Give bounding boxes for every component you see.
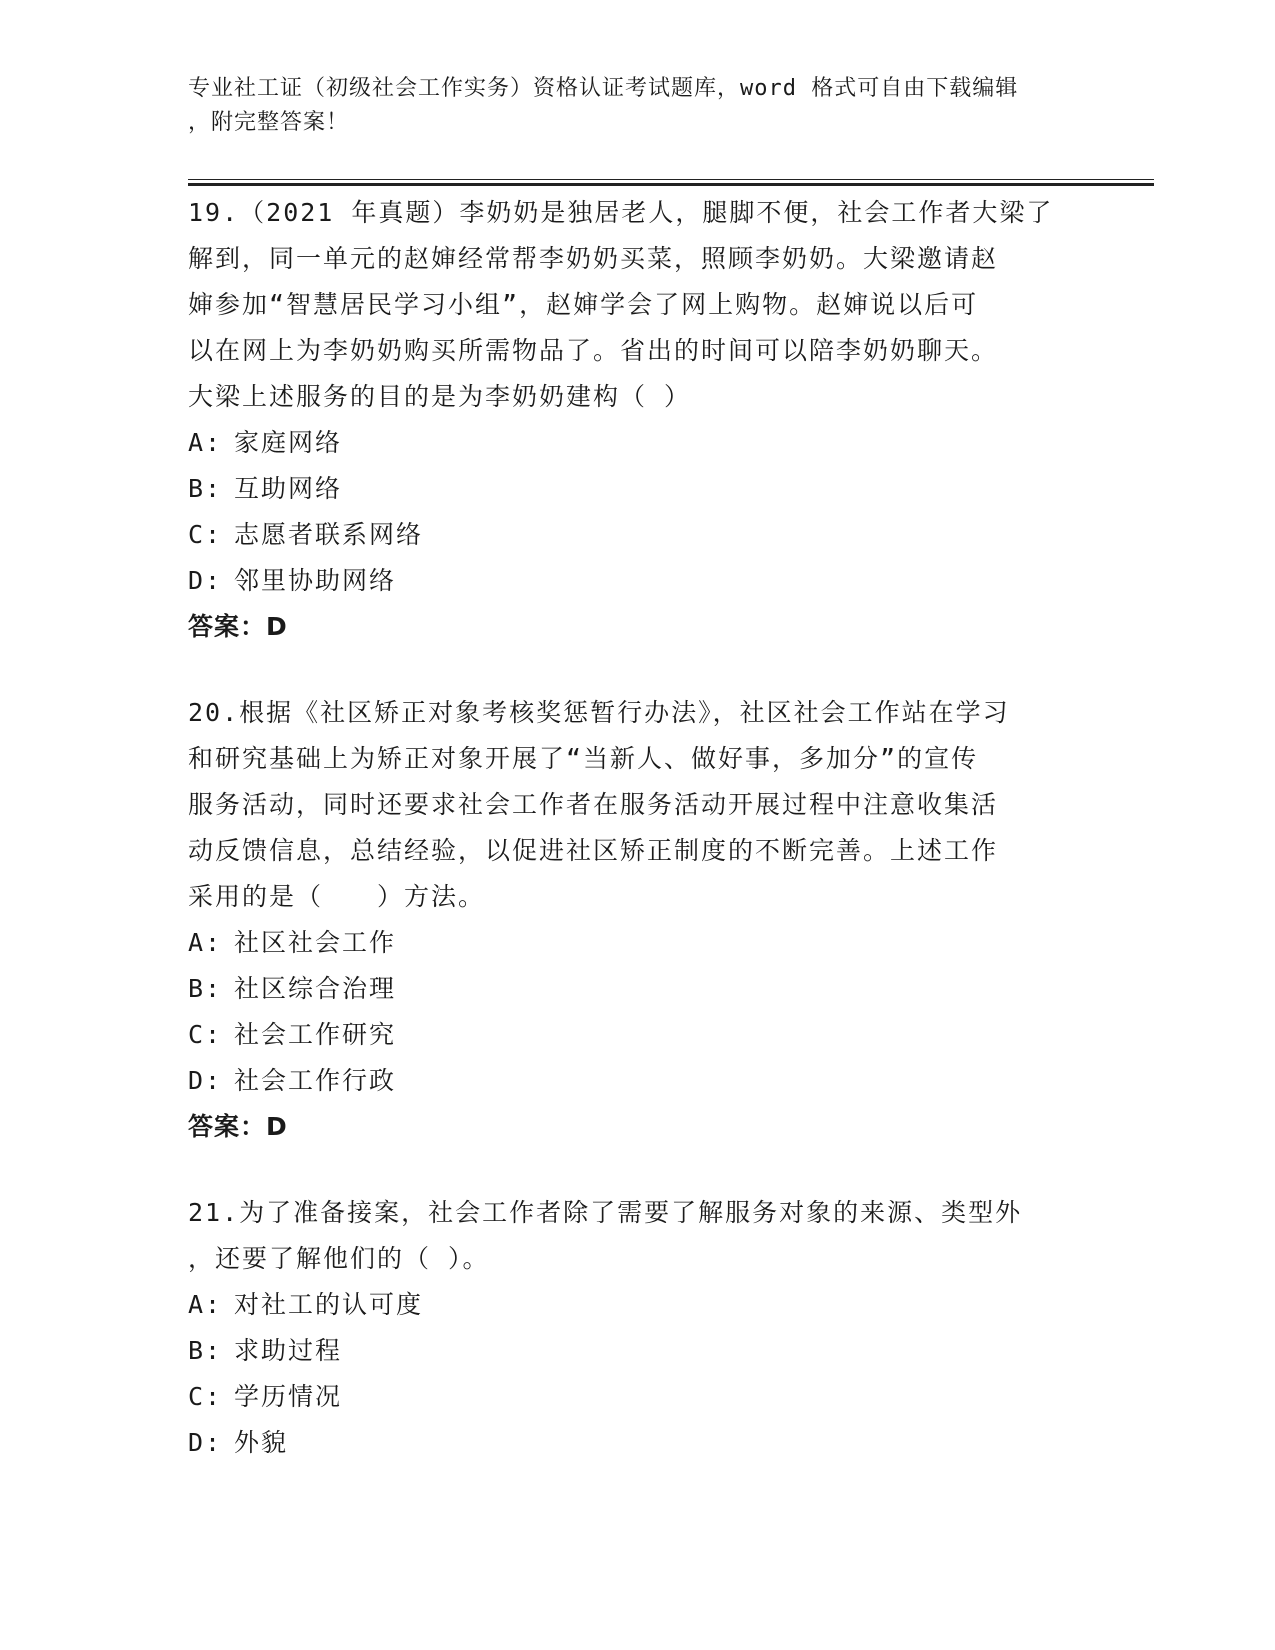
header-divider-thin <box>188 179 1154 180</box>
option-b <box>188 1328 1088 1374</box>
option-key: B: <box>188 474 223 503</box>
option-c <box>188 1374 1088 1420</box>
question-stem-line: 服务活动，同时还要求社会工作者在服务活动开展过程中注意收集活 <box>188 790 999 819</box>
option-key: C: <box>188 1382 223 1411</box>
question-stem-line: 解到，同一单元的赵婶经常帮李奶奶买菜，照顾李奶奶。大梁邀请赵 <box>188 244 999 273</box>
question-stem-line: ，还要了解他们的（ ）。 <box>188 1244 490 1273</box>
option-d <box>188 558 1088 604</box>
header-line: ，附完整答案！ <box>188 110 350 135</box>
option-c <box>188 1012 1088 1058</box>
answer-line: 答案：D <box>188 612 288 641</box>
option-key: D: <box>188 1066 223 1095</box>
option-a <box>188 420 1088 466</box>
option-text: 家庭网络 <box>234 428 343 457</box>
option-text: 互助网络 <box>234 474 343 503</box>
question-stem-line: 采用的是（ ）方法。 <box>188 882 486 911</box>
option-a <box>188 1282 1088 1328</box>
option-key: A: <box>188 428 223 457</box>
option-key: D: <box>188 1428 223 1457</box>
question-stem-line: 和研究基础上为矫正对象开展了“当新人、做好事，多加分”的宣传 <box>188 744 979 773</box>
option-text: 求助过程 <box>234 1336 343 1365</box>
header-divider-thick <box>188 183 1154 186</box>
question-stem-line: 19.（2021 年真题）李奶奶是独居老人，腿脚不便，社会工作者大梁了 <box>188 198 1054 227</box>
option-key: D: <box>188 566 223 595</box>
option-text: 学历情况 <box>234 1382 343 1411</box>
question-19 <box>188 190 1088 650</box>
question-stem-line: 20.根据《社区矫正对象考核奖惩暂行办法》，社区社会工作站在学习 <box>188 698 1010 727</box>
option-key: C: <box>188 1020 223 1049</box>
option-d <box>188 1058 1088 1104</box>
option-key: A: <box>188 1290 223 1319</box>
option-text: 外貌 <box>234 1428 289 1457</box>
question-21 <box>188 1190 1088 1466</box>
option-key: C: <box>188 520 223 549</box>
question-20 <box>188 690 1088 1150</box>
option-c <box>188 512 1088 558</box>
option-text: 社区综合治理 <box>234 974 397 1003</box>
option-text: 社会工作行政 <box>234 1066 397 1095</box>
header-line: 专业社工证（初级社会工作实务）资格认证考试题库，word 格式可自由下载编辑 <box>188 76 1019 101</box>
option-text: 志愿者联系网络 <box>234 520 424 549</box>
option-text: 邻里协助网络 <box>234 566 397 595</box>
option-key: B: <box>188 1336 223 1365</box>
option-b <box>188 466 1088 512</box>
option-text: 社会工作研究 <box>234 1020 397 1049</box>
option-d <box>188 1420 1088 1466</box>
answer-line: 答案：D <box>188 1112 288 1141</box>
option-key: A: <box>188 928 223 957</box>
document-header <box>188 72 1068 140</box>
option-text: 对社工的认可度 <box>234 1290 424 1319</box>
question-stem-line: 大梁上述服务的目的是为李奶奶建构（ ） <box>188 382 692 411</box>
question-stem-line: 婶参加“智慧居民学习小组”，赵婶学会了网上购物。赵婶说以后可 <box>188 290 979 319</box>
option-a <box>188 920 1088 966</box>
question-stem-line: 21.为了准备接案，社会工作者除了需要了解服务对象的来源、类型外 <box>188 1198 1023 1227</box>
option-key: B: <box>188 974 223 1003</box>
option-b <box>188 966 1088 1012</box>
question-stem-line: 以在网上为李奶奶购买所需物品了。省出的时间可以陪李奶奶聊天。 <box>188 336 999 365</box>
option-text: 社区社会工作 <box>234 928 397 957</box>
question-stem-line: 动反馈信息，总结经验，以促进社区矫正制度的不断完善。上述工作 <box>188 836 999 865</box>
